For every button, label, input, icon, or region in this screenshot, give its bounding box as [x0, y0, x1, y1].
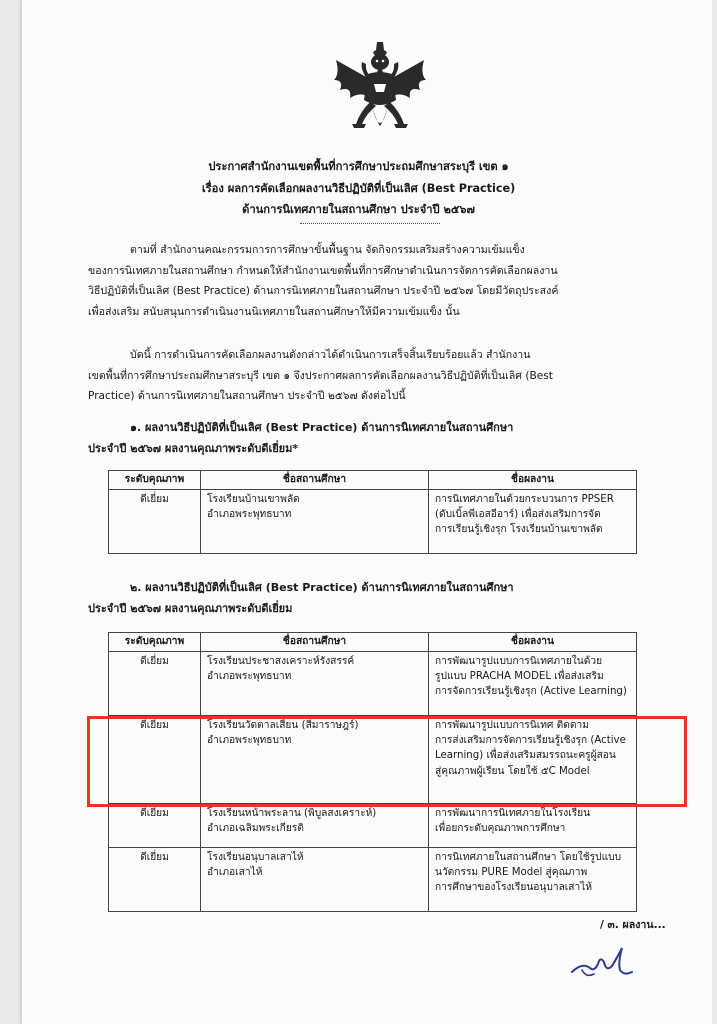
intro-paragraph-2 — [88, 345, 664, 407]
paragraph-line: ตามที่ สำนักงานคณะกรรมการการศึกษาขั้นพื้นฐาน จัดกิจกรรมเสริมสร้างความเข้มแข็ง — [130, 244, 525, 256]
announcement-subject: เรื่อง ผลการคัดเลือกผลงานวิธีปฏิบัติที่เป็นเลิศ (Best Practice) — [201, 182, 516, 195]
garuda-emblem-icon — [330, 40, 430, 144]
quality-level: ดีเยี่ยม — [109, 652, 201, 716]
paragraph-line: บัดนี้ การดำเนินการคัดเลือกผลงานดังกล่าวได้ดำเนินการเสร็จสิ้นเรียบร้อยแล้ว สำนักงาน — [130, 349, 531, 361]
work-line: การส่งเสริมการจัดการเรียนรู้เชิงรุก (Active — [435, 735, 626, 747]
work-line: การพัฒนาการนิเทศภายในโรงเรียน — [435, 808, 591, 819]
work-line: Learning) เพื่อส่งเสริมสมรรถนะครูผู้สอน — [435, 750, 616, 762]
district-line: อำเภอพระพุทธบาท — [207, 671, 292, 683]
signature-icon — [568, 942, 636, 982]
work-title — [429, 804, 637, 848]
school-line: โรงเรียนอนุบาลเสาไห้ — [207, 852, 304, 863]
highlight-box — [87, 716, 687, 807]
table-row — [109, 848, 637, 912]
column-header: ชื่อสถานศึกษา — [201, 471, 429, 490]
section-1-table — [108, 470, 637, 554]
divider-dotted — [300, 223, 440, 224]
intro-paragraph-1 — [88, 240, 664, 322]
school-name — [201, 804, 429, 848]
column-header: ชื่อผลงาน — [429, 633, 637, 652]
column-header: ชื่อสถานศึกษา — [201, 633, 429, 652]
announcement-heading: ประกาศสำนักงานเขตพื้นที่การศึกษาประถมศึกษาสระบุรี เขต ๑ — [208, 160, 509, 173]
section-1-title — [88, 418, 668, 459]
section-title-line: ประจำปี ๒๕๖๗ ผลงานคุณภาพระดับดีเยี่ยม — [88, 601, 293, 615]
quality-level: ดีเยี่ยม — [109, 716, 201, 804]
paragraph-line: Practice) ด้านการนิเทศภายในสถานศึกษา ประจำปี ๒๕๖๗ ดังต่อไปนี้ — [88, 390, 406, 402]
section-title-line: ประจำปี ๒๕๖๗ ผลงานคุณภาพระดับดีเยี่ยม* — [88, 441, 299, 455]
district-line: อำเภอเฉลิมพระเกียรติ — [207, 823, 304, 835]
column-header: ระดับคุณภาพ — [109, 471, 201, 490]
continuation-marker: / ๓. ผลงาน... — [600, 919, 666, 931]
work-line: การจัดการเรียนรู้เชิงรุก (Active Learning) — [435, 686, 627, 698]
work-title — [429, 848, 637, 912]
paragraph-line: เพื่อส่งเสริม สนับสนุนการดำเนินงานนิเทศภายในสถานศึกษาให้มีความเข้มแข็ง นั้น — [88, 305, 460, 318]
work-line: เพื่อยกระดับคุณภาพการศึกษา — [435, 823, 566, 835]
table-row — [109, 652, 637, 716]
table-row — [109, 804, 637, 848]
quality-level: ดีเยี่ยม — [109, 848, 201, 912]
work-line: การนิเทศภายในด้วยกระบวนการ PPSER — [435, 494, 614, 505]
column-header: ชื่อผลงาน — [429, 471, 637, 490]
district-line: อำเภอพระพุทธบาท — [207, 509, 292, 521]
work-line: การพัฒนารูปแบบการนิเทศภายในด้วย — [435, 656, 603, 667]
work-title — [429, 490, 637, 554]
work-line: การเรียนรู้เชิงรุก โรงเรียนบ้านเขาพลัด — [435, 524, 603, 536]
paragraph-line: ของการนิเทศภายในสถานศึกษา กำหนดให้สำนักงานเขตพื้นที่การศึกษาดำเนินการจัดการคัดเลือกผลงาน — [88, 264, 558, 277]
school-line: โรงเรียนประชาสงเคราะห์รังสรรค์ — [207, 656, 355, 667]
work-line: การศึกษาของโรงเรียนอนุบาลเสาไห้ — [435, 882, 593, 894]
column-header: ระดับคุณภาพ — [109, 633, 201, 652]
work-line: นวัตกรรม PURE Model สู่คุณภาพ — [435, 867, 588, 879]
school-line: โรงเรียนวัดตาลเสี้ยน (สีมาราษฎร์) — [207, 720, 359, 731]
school-name — [201, 490, 429, 554]
quality-level: ดีเยี่ยม — [109, 804, 201, 848]
school-line: โรงเรียนหน้าพระลาน (พิบูลสงเคราะห์) — [207, 808, 377, 819]
table-row — [109, 490, 637, 554]
school-name — [201, 848, 429, 912]
work-line: สู่คุณภาพผู้เรียน โดยใช้ ๕C Model — [435, 765, 590, 777]
paragraph-line: เขตพื้นที่การศึกษาประถมศึกษาสระบุรี เขต ๑ จึงประกาศผลการคัดเลือกผลงานวิธีปฏิบัติที่เป็นเลิศ (Best — [88, 369, 553, 382]
quality-level: ดีเยี่ยม — [109, 490, 201, 554]
section-2-title — [88, 578, 668, 619]
paragraph-line: วิธีปฏิบัติที่เป็นเลิศ (Best Practice) ด้านการนิเทศภายในสถานศึกษา ประจำปี ๒๕๖๗ โดยมีวัตถุประสงค์ — [88, 285, 559, 297]
section-title-line: ๒. ผลงานวิธีปฏิบัติที่เป็นเลิศ (Best Practice) ด้านการนิเทศภายในสถานศึกษา — [130, 581, 514, 594]
table-header-row — [109, 633, 637, 652]
work-title — [429, 652, 637, 716]
table-header-row — [109, 471, 637, 490]
work-line: การพัฒนารูปแบบการนิเทศ ติดตาม — [435, 720, 589, 731]
work-line: (ดับเบิ้ลพีเอสอีอาร์) เพื่อส่งเสริมการจัด — [435, 509, 601, 521]
announcement-subject-line2: ด้านการนิเทศภายในสถานศึกษา ประจำปี ๒๕๖๗ — [242, 203, 475, 216]
work-line: รูปแบบ PRACHA MODEL เพื่อส่งเสริม — [435, 671, 604, 683]
district-line: อำเภอเสาไห้ — [207, 867, 263, 879]
school-name — [201, 652, 429, 716]
district-line: อำเภอพระพุทธบาท — [207, 735, 292, 747]
school-line: โรงเรียนบ้านเขาพลัด — [207, 494, 300, 505]
section-title-line: ๑. ผลงานวิธีปฏิบัติที่เป็นเลิศ (Best Practice) ด้านการนิเทศภายในสถานศึกษา — [130, 421, 514, 434]
work-line: การนิเทศภายในสถานศึกษา โดยใช้รูปแบบ — [435, 852, 622, 863]
